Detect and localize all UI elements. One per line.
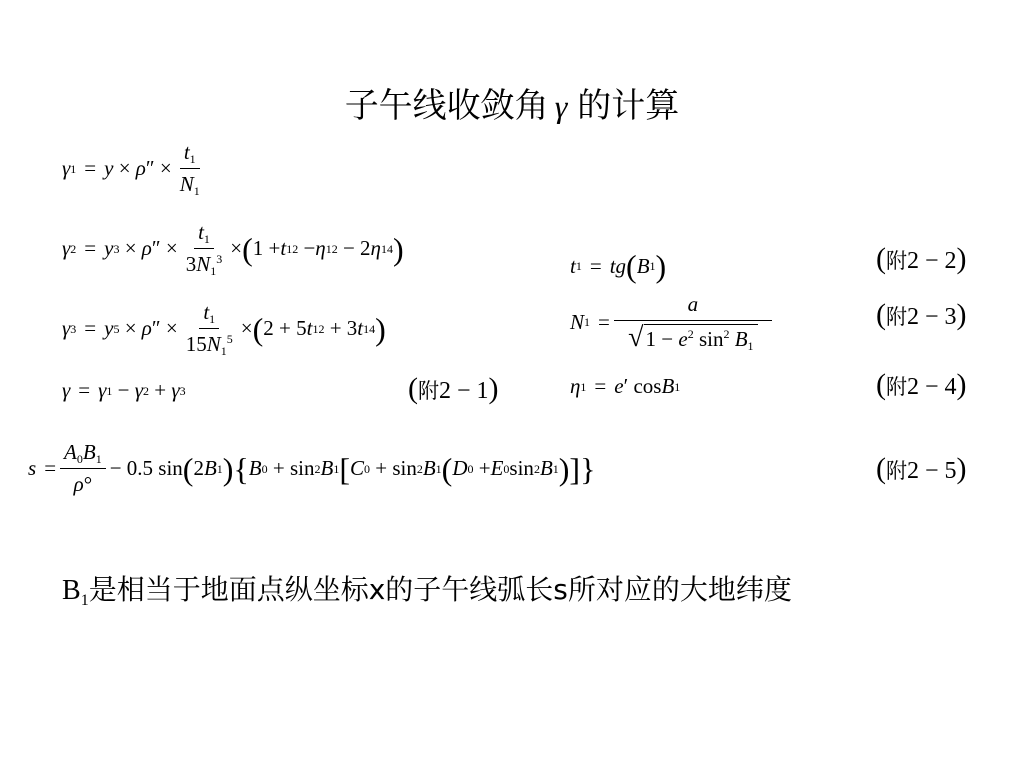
page-title	[0, 78, 1024, 127]
tag-fu2-4: (附2 − 4)	[876, 368, 967, 401]
tag-fu2-3: (附2 − 3)	[876, 298, 967, 331]
tag-fu2-5: (附2 − 5)	[876, 452, 967, 485]
note-text: $B_1$是相当于地面点纵坐标x的子午线弧长s所对应的大地纬度	[62, 573, 792, 609]
equation-gamma2: γ 2 = y 3 × ρ ″ × $\frac{t_1}{3N_1^3}$ × ( 1 + t 1 2 − η 1 2 − 2 η 1 4 )	[62, 220, 404, 278]
equation-t1: t 1 = tg ( B 1 )	[570, 248, 667, 284]
tag-fu2-2: (附2 − 2)	[876, 242, 967, 275]
title-text-after: 的计算	[577, 86, 680, 126]
equation-gamma3: γ 3 = y 5 × ρ ″ × $\frac{t_1}{15N_1^5}$ × ( 2 + 5 t 1 2 + 3 t 1 4 )	[62, 300, 386, 358]
title-text: 子午线收敛角	[344, 86, 549, 126]
equation-eta1: η 1 = e ′ cos B 1	[570, 374, 681, 398]
equation-s: s = $\frac{A_0B_1}{\rho^\circ}$ − 0.5 sin ( 2 B 1 ) { B 0 + sin 2 B 1 [ C 0 + sin 2 B 1 ( D 0 + E 0 sin 2 B 1 )]}	[28, 440, 596, 496]
equation-gamma1: γ 1 = y × ρ ″ × $\frac{t_1}{N_1}$	[62, 140, 200, 198]
tag-fu2-1: (附2 − 1)	[408, 372, 499, 405]
equation-N1: N 1 = a √ $1 - e^2$ $\sin^2 B_1$	[570, 292, 776, 352]
title-symbol: γ	[554, 88, 568, 124]
equation-gamma: γ = γ 1 − γ 2 + γ 3	[62, 378, 186, 402]
